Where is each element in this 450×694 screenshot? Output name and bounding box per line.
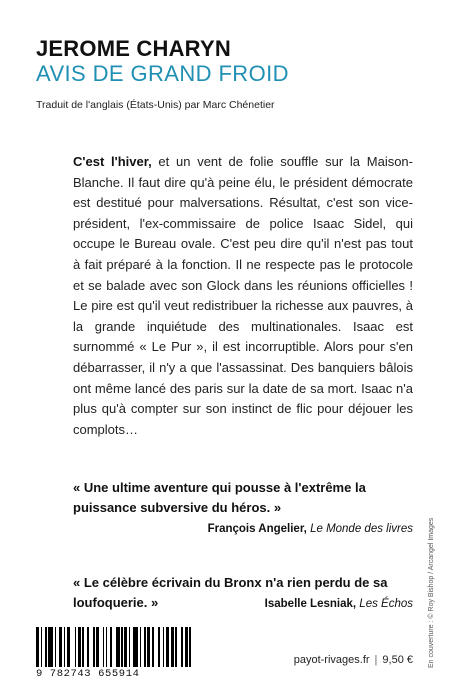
- blurb-lead: C'est l'hiver,: [73, 154, 152, 169]
- quote-author-1: François Angelier,: [207, 523, 307, 535]
- cover-credit: En couverture : © Roy Bishop / Arcangel Images: [428, 517, 435, 668]
- quote-attribution-2: [265, 598, 413, 610]
- press-quote-1: « Une ultime aventure qui pousse à l'extrême la puissance subversive du héros. »: [73, 480, 366, 515]
- quote-author-2: Isabelle Lesniak,: [264, 598, 357, 610]
- barcode: [36, 627, 194, 667]
- author-name: JEROME CHARYN: [36, 36, 231, 61]
- press-quote-2: « Le célèbre écrivain du Bronx n'a rien perdu de sa loufoquerie. »: [73, 575, 388, 610]
- quote-publication-2: Les Échos: [359, 598, 413, 610]
- quote-publication-1: Le Monde des livres: [310, 523, 413, 535]
- back-cover-blurb: [73, 152, 413, 440]
- quote-attribution-1: [208, 523, 413, 535]
- book-title: AVIS DE GRAND FROID: [36, 61, 289, 86]
- blurb-text: et un vent de folie souffle sur la Maison-Blanche. Il faut dire qu'à peine élu, le président démocrate est destitué pour malversations. Résultat, c'est son vice-président, l'ex-commissaire de police Isaac Sidel, qui occupe le Bureau ovale. C'est peu dire qu'il n'est pas tout à fait préparé à la fonction. Il ne respecte pas le protocole et se balade avec son Glock dans les réunions officielles ! Le pire est qu'il veut redistribuer la richesse aux pauvres, à la grande inquiétude des multinationales. Isaac est surnommé « Le Pur », il est incorruptible. Alors pour s'en débarrasser, il n'y a que l'assassinat. Des banquiers bâlois ont même lancé des paris sur la date de sa mort. Isaac n'a plus qu'à compter sur son instinct de flic pour déjouer les complots…: [73, 154, 413, 437]
- footer: [294, 654, 413, 666]
- isbn-number: 9 782743 655914: [36, 668, 140, 680]
- footer-separator: |: [374, 654, 378, 666]
- barcode-bar: [191, 627, 194, 667]
- translation-credit: Traduit de l'anglais (États-Unis) par Marc Chénetier: [36, 99, 275, 111]
- publisher-website: payot-rivages.fr: [293, 654, 370, 666]
- price: 9,50 €: [382, 654, 413, 666]
